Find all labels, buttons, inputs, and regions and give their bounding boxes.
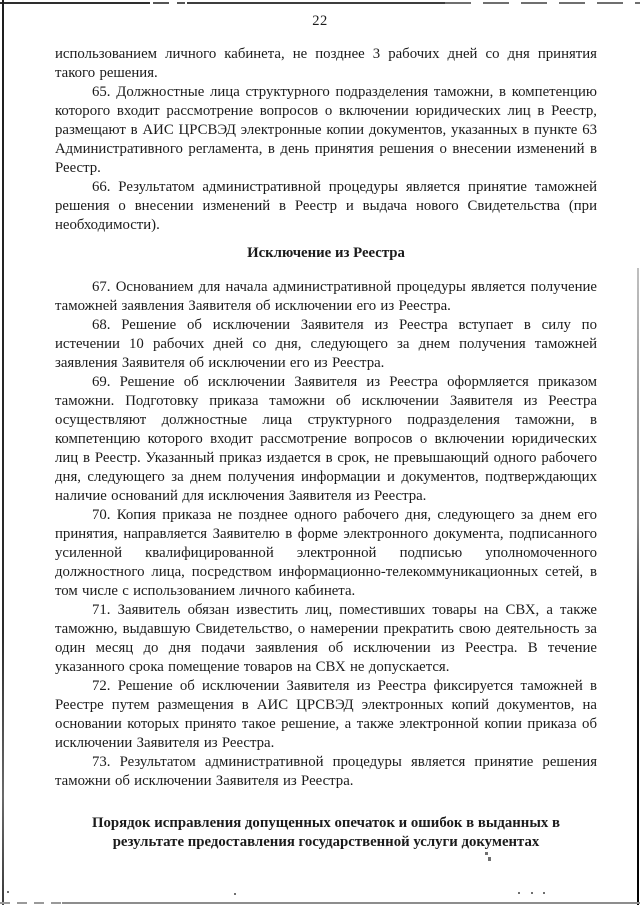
page-number: 22 — [312, 13, 328, 29]
section-heading-corrections-procedure: Порядок исправления допущенных опечаток и ошибок в выданных в результате предоставления государственной услуги документах — [92, 815, 560, 850]
paragraph-65: 65. Должностные лица структурного подразделения таможни, в компетенцию которого входит рассмотрение вопросов о включении юридических лиц в Реестр, размещают в АИС ЦРСВЭД электронные копии документов, указанных в пункте 63 Административного регламента, в день принятия решения о внесении изменений в Реестр. — [55, 84, 597, 176]
paragraph-66: 66. Результатом административной процедуры является принятие таможней решения о внесении изменений в Реестр и выдача нового Свидетельства (при необходимости). — [55, 179, 597, 233]
paragraph-72: 72. Решение об исключении Заявителя из Реестра фиксируется таможней в Реестре путем размещения в АИС ЦРСВЭД электронных копий документов, на основании которых принято такое решение, а также электронной копии приказа об исключении Заявителя из Реестра. — [55, 678, 597, 751]
scan-edge-top-line — [0, 2, 640, 5]
paragraph-continuation: использованием личного кабинета, не позднее 3 рабочих дней со дня принятия такого решения. — [55, 46, 597, 81]
scan-edge-right-line — [637, 268, 639, 905]
paragraph-71: 71. Заявитель обязан известить лиц, поместивших товары на СВХ, а также таможню, выдавшую Свидетельство, о намерении прекратить свою деятельность за один месяц до дня подачи заявления об исключении из Реестра. В течение указанного срока помещение товаров на СВХ не допускается. — [55, 602, 597, 675]
scan-speck — [531, 892, 533, 894]
scan-speck — [234, 893, 236, 895]
scan-speck — [518, 892, 520, 894]
paragraph-70: 70. Копия приказа не позднее одного рабочего дня, следующего за днем его принятия, направляется Заявителю в форме электронного документа, подписанного усиленной квалифицированной электронной подписью уполномоченного должностного лица, посредством информационно-телекоммуникационных сетей, в том числе с использованием личного кабинета. — [55, 507, 597, 599]
paragraph-68: 68. Решение об исключении Заявителя из Реестра вступает в силу по истечении 10 рабочих дней со дня, следующего за днем получения таможней заявления Заявителя об исключении его из Реестра. — [55, 317, 597, 371]
section-heading-exclusion-from-registry: Исключение из Реестра — [247, 245, 405, 261]
scan-edge-left-line — [2, 0, 4, 905]
paragraph-73: 73. Результатом административной процедуры является принятие решения таможни об исключении Заявителя из Реестра. — [55, 754, 597, 789]
scan-speck — [7, 891, 9, 893]
scan-speck — [543, 892, 545, 894]
document-body — [55, 45, 597, 852]
paragraph-69: 69. Решение об исключении Заявителя из Реестра оформляется приказом таможни. Подготовку приказа таможни об исключении Заявителя из Реестра осуществляют должностные лица структурного подразделения таможни, в компетенцию которого входит рассмотрение вопросов о включении юридических лиц в Реестр. Указанный приказ издается в срок, не превышающий одного рабочего дня, следующего за днем получения информации и документов, подтверждающих наличие оснований для исключения Заявителя из Реестра. — [55, 374, 597, 504]
scan-edge-bottom-line — [0, 901, 640, 904]
paragraph-67: 67. Основанием для начала административной процедуры является получение таможней заявления Заявителя об исключении его из Реестра. — [55, 279, 597, 314]
scan-speck — [485, 852, 488, 855]
scan-speck — [488, 857, 491, 861]
